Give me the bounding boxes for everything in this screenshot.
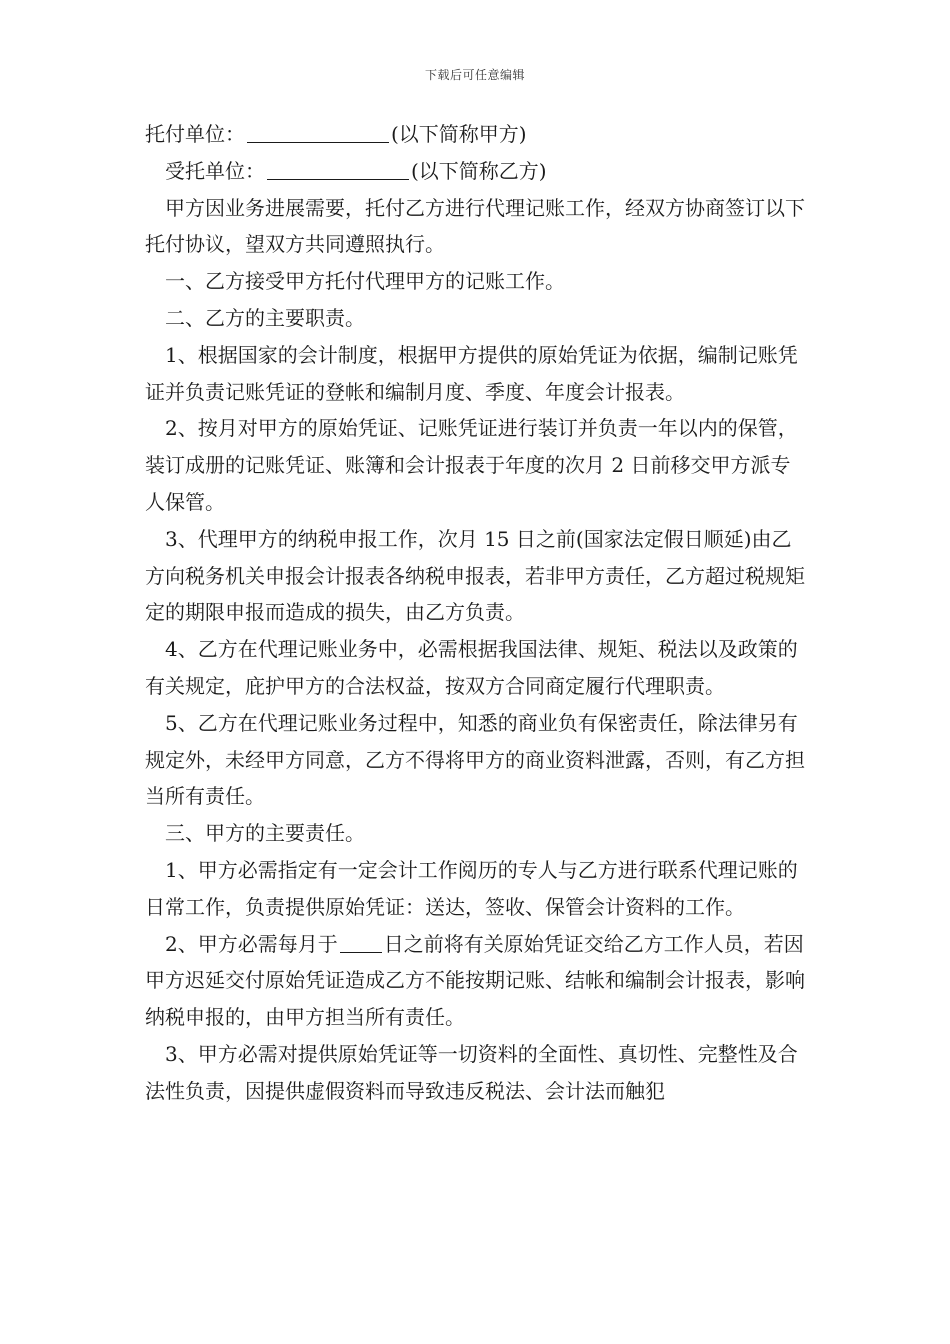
section-3-title: 三、甲方的主要责任。 bbox=[165, 821, 365, 846]
item-2-prefix: 2、甲方必需每月于 bbox=[165, 931, 338, 956]
client-party-line bbox=[145, 116, 810, 153]
client-suffix: (以下简称甲方) bbox=[391, 122, 527, 146]
agent-party-line bbox=[145, 153, 810, 190]
section-2-item: 2、按月对甲方的原始凭证、记账凭证进行装订并负责一年以内的保管，装订成册的记账凭证、账簿和会计报表于年度的次月 2 日前移交甲方派专人保管。 bbox=[145, 416, 798, 514]
item-2-suffix: 日之前将有关原始凭证交给乙方工作人员，若因甲方迟延交付原始凭证造成乙方不能按期记账、结帐和编制会计报表，影响纳税申报的，由甲方担当所有责任。 bbox=[145, 931, 805, 1030]
section-2-item: 5、乙方在代理记账业务过程中，知悉的商业负有保密责任，除法律另有规定外，未经甲方同意，乙方不得将甲方的商业资料泄露，否则，有乙方担当所有责任。 bbox=[145, 710, 805, 809]
section-2-title: 二、乙方的主要职责。 bbox=[165, 305, 365, 330]
client-label: 托付单位： bbox=[145, 122, 245, 146]
agent-label: 受托单位： bbox=[165, 158, 265, 183]
intro-paragraph: 甲方因业务进展需要，托付乙方进行代理记账工作，经双方协商签订以下托付协议，望双方共同遵照执行。 bbox=[145, 195, 805, 257]
section-2-item: 4、乙方在代理记账业务中，必需根据我国法律、规矩、税法以及政策的有关规定，庇护甲方的合法权益，按双方合同商定履行代理职责。 bbox=[145, 637, 798, 698]
section-1-title: 一、乙方接受甲方托付代理甲方的记账工作。 bbox=[165, 269, 565, 294]
section-3-item: 1、甲方必需指定有一定会计工作阅历的专人与乙方进行联系代理记账的日常工作，负责提供原始凭证：送达，签收、保管会计资料的工作。 bbox=[145, 857, 798, 919]
section-3-item: 3、甲方必需对提供原始凭证等一切资料的全面性、真切性、完整性及合法性负责，因提供虚假资料而导致违反税法、会计法而触犯 bbox=[145, 1041, 798, 1103]
day-blank bbox=[340, 928, 382, 953]
contract-body bbox=[145, 116, 810, 1110]
client-name-blank bbox=[247, 118, 389, 143]
agent-name-blank bbox=[267, 155, 409, 180]
agent-suffix: (以下简称乙方) bbox=[411, 158, 547, 183]
section-3-item-2 bbox=[145, 926, 810, 1036]
section-2-item: 1、根据国家的会计制度，根据甲方提供的原始凭证为依据，编制记账凭证并负责记账凭证的登帐和编制月度、季度、年度会计报表。 bbox=[145, 342, 798, 404]
section-2-item: 3、代理甲方的纳税申报工作，次月 15 日之前(国家法定假日顺延)由乙方向税务机关申报会计报表各纳税申报表，若非甲方责任，乙方超过税规矩定的期限申报而造成的损失，由乙方负责。 bbox=[145, 526, 805, 625]
page-header-note: 下载后可任意编辑 bbox=[424, 68, 525, 82]
